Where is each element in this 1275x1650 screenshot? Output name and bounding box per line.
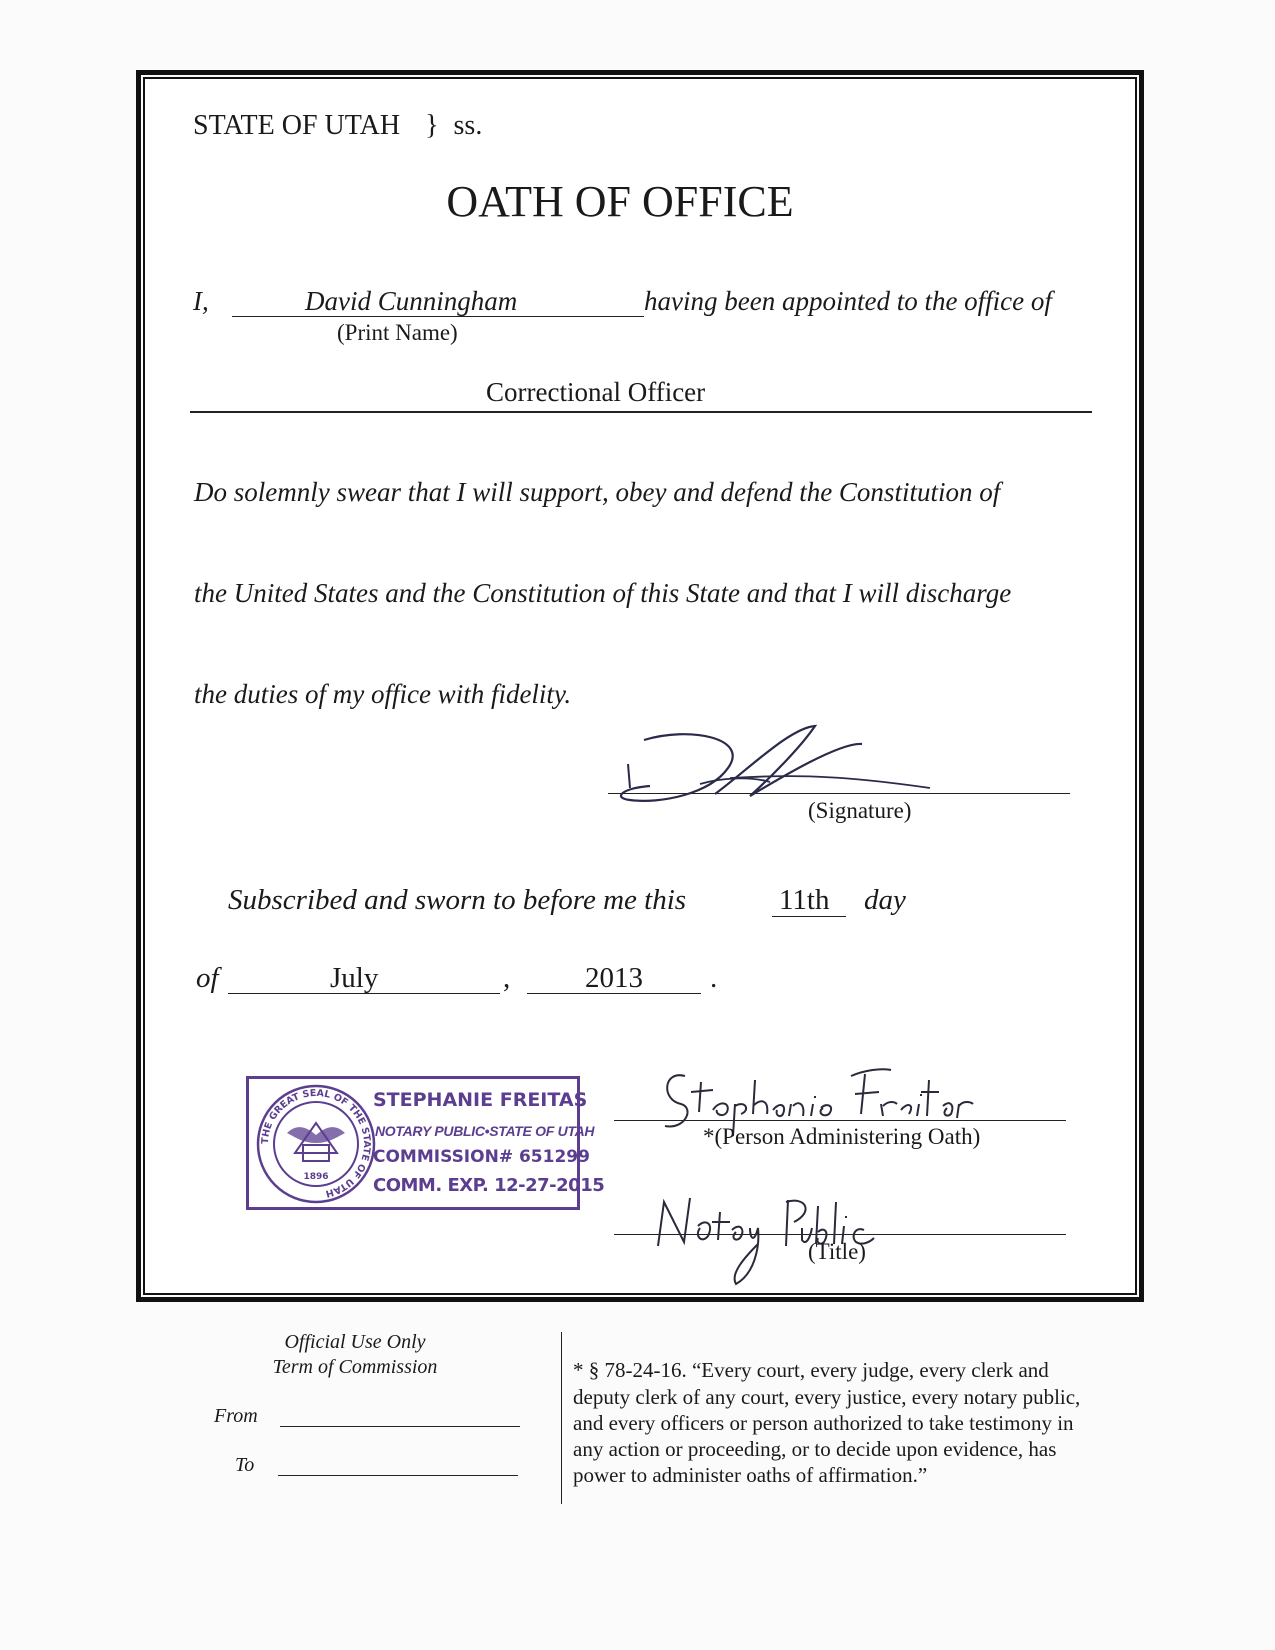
printed-name: David Cunningham xyxy=(305,286,518,316)
notary-stamp xyxy=(246,1076,605,1210)
month-comma: , xyxy=(503,962,511,994)
svg-text:THE GREAT SEAL OF THE STATE OF xyxy=(260,1088,372,1199)
term-of-commission: Term of Commission xyxy=(272,1356,438,1378)
footnote-line-5: power to administer oaths of affirmation.” xyxy=(573,1463,928,1487)
footnote-line-3: and every officers or person authorized to take testimony in xyxy=(573,1411,1074,1435)
from-label: From xyxy=(214,1405,258,1427)
to-label: To xyxy=(235,1454,255,1476)
sworn-period: . xyxy=(710,962,718,994)
from-field[interactable] xyxy=(280,1426,520,1427)
brace: } xyxy=(425,110,439,141)
appointment-suffix: having been appointed to the office of xyxy=(644,286,1052,316)
oath-line-1: Do solemnly swear that I will support, obey and defend the Constitution of xyxy=(194,477,1001,507)
office-underline xyxy=(190,411,1092,413)
notary-state-line: NOTARY PUBLIC•STATE OF UTAH xyxy=(375,1123,595,1139)
sworn-month: July xyxy=(330,962,379,994)
seal-year: 1896 xyxy=(303,1172,329,1182)
appointment-prefix: I, xyxy=(193,286,209,316)
notary-commission: COMMISSION# 651299 xyxy=(373,1147,590,1167)
day-word: day xyxy=(864,884,906,916)
state-name: STATE OF UTAH xyxy=(193,110,401,141)
state-line xyxy=(193,110,482,142)
footnote-line-2: deputy clerk of any court, every justice, every notary public, xyxy=(573,1385,1081,1409)
ss-abbrev: ss. xyxy=(453,110,483,141)
utah-seal-icon xyxy=(255,1083,377,1205)
title-handwriting-scribble xyxy=(650,1188,890,1288)
of-word: of xyxy=(196,962,219,994)
footer-divider xyxy=(561,1332,562,1504)
to-field[interactable] xyxy=(278,1475,518,1476)
notary-expiry: COMM. EXP. 12-27-2015 xyxy=(373,1175,605,1196)
print-name-caption: (Print Name) xyxy=(337,320,458,345)
office-name: Correctional Officer xyxy=(486,377,706,407)
sworn-day: 11th xyxy=(779,884,830,916)
seal-ring-text: THE GREAT SEAL OF THE STATE OF UTAH xyxy=(259,1087,373,1200)
oath-line-2: the United States and the Constitution of this State and that I will discharge xyxy=(194,578,1012,608)
footnote-line-4: any action or proceeding, or to decide upon evidence, has xyxy=(573,1437,1057,1461)
official-use-heading: Official Use Only xyxy=(284,1331,426,1353)
signature-caption: (Signature) xyxy=(808,798,912,823)
footnote-line-1: * § 78-24-16. “Every court, every judge, every clerk and xyxy=(573,1358,1049,1382)
sworn-text: Subscribed and sworn to before me this xyxy=(228,884,687,916)
administering-caption: *(Person Administering Oath) xyxy=(703,1124,981,1149)
page-title: OATH OF OFFICE xyxy=(446,177,794,226)
notary-name: STEPHANIE FREITAS xyxy=(373,1089,588,1111)
oath-line-3: the duties of my office with fidelity. xyxy=(194,679,572,709)
sworn-year: 2013 xyxy=(585,962,643,994)
title-caption: (Title) xyxy=(808,1239,866,1264)
